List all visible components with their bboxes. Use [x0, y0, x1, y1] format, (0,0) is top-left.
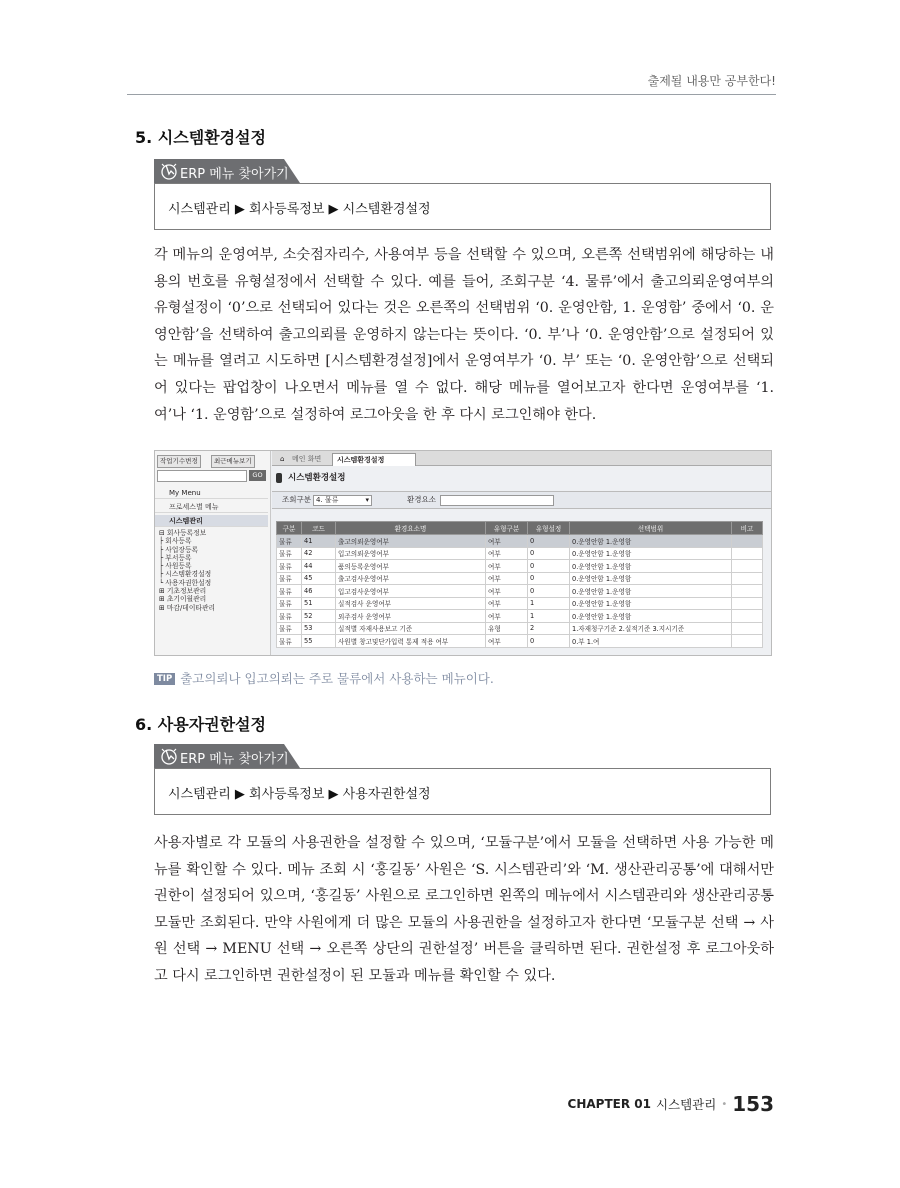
table-cell: 실적별 자재사용보고 기준 — [336, 622, 486, 635]
footer-chapter-title: 시스템관리 — [655, 1097, 717, 1112]
footer-dot: • — [721, 1098, 728, 1110]
finger-click-icon — [160, 162, 178, 180]
table-cell: 여부 — [486, 535, 528, 548]
home-icon[interactable]: ⌂ — [280, 455, 285, 463]
table-cell — [732, 572, 763, 585]
tree-item[interactable]: ⊞ 마감/데이타관리 — [159, 603, 216, 612]
table-cell: 여부 — [486, 585, 528, 598]
table-cell: 0 — [528, 560, 570, 573]
menu-path: 시스템관리 ▶ 회사등록정보 ▶ 사용자권한설정 — [168, 787, 431, 802]
table-cell: 외주검사 운영여부 — [336, 610, 486, 623]
table-cell: 여부 — [486, 635, 528, 648]
table-cell: 0.운영안함 1.운영함 — [570, 585, 732, 598]
form-title: 시스템환경설정 — [272, 469, 771, 487]
table-cell: 1.자재청구기준 2.실적기준 3.지시기준 — [570, 622, 732, 635]
section-5-erp-tab — [154, 159, 299, 183]
table-cell: 0.운영안함 1.운영함 — [570, 572, 732, 585]
section-5-menu-path-box — [154, 183, 771, 230]
table-cell: 0.운영안함 1.운영함 — [570, 597, 732, 610]
tree-item[interactable]: ├ 시스템환경설정 — [159, 570, 212, 579]
env-table — [276, 521, 763, 648]
table-cell: 53 — [302, 622, 336, 635]
menu-search-input[interactable] — [157, 470, 247, 482]
table-cell: 55 — [302, 635, 336, 648]
table-cell — [732, 635, 763, 648]
table-cell: 여부 — [486, 597, 528, 610]
tree-item[interactable]: ├ 회사등록 — [159, 537, 192, 546]
tree-item[interactable]: ⊞ 기초정보관리 — [159, 587, 207, 596]
filter-bar — [272, 491, 771, 509]
tip-badge: TIP — [154, 673, 175, 685]
tree-item[interactable]: ⊟ 회사등록정보 — [159, 529, 207, 537]
table-row[interactable] — [277, 547, 763, 560]
erp-tab-label: ERP 메뉴 찾아가기 — [180, 752, 289, 767]
header-rule — [127, 94, 776, 95]
tree-item[interactable]: ├ 사원등록 — [159, 562, 192, 571]
table-cell: 입고검사운영여부 — [336, 585, 486, 598]
env-label: 환경요소 — [407, 495, 436, 504]
section-6-erp-tab — [154, 744, 299, 768]
tab-main-screen[interactable]: 메인 화면 — [292, 455, 322, 463]
table-cell: 물류 — [277, 547, 302, 560]
window-tabs — [272, 451, 771, 466]
tip-note — [154, 669, 494, 687]
left-menu-panel — [155, 451, 271, 656]
tree-item[interactable]: ├ 부서등록 — [159, 553, 192, 562]
table-cell: 출고검사운영여부 — [336, 572, 486, 585]
table-row[interactable] — [277, 597, 763, 610]
erp-tab-label: ERP 메뉴 찾아가기 — [180, 167, 289, 182]
table-cell: 42 — [302, 547, 336, 560]
column-header[interactable]: 유형구분 — [486, 522, 528, 535]
table-row[interactable] — [277, 635, 763, 648]
table-cell: 물류 — [277, 560, 302, 573]
table-cell: 물류 — [277, 572, 302, 585]
table-cell: 1 — [528, 610, 570, 623]
table-row[interactable] — [277, 560, 763, 573]
page-footer — [568, 1092, 774, 1116]
running-header: 출제될 내용만 공부한다! — [647, 74, 776, 88]
column-header[interactable]: 비고 — [732, 522, 763, 535]
table-cell: 여부 — [486, 547, 528, 560]
table-cell — [732, 610, 763, 623]
table-cell: 1 — [528, 597, 570, 610]
menu-tree — [159, 529, 215, 612]
footer-chapter: CHAPTER 01 — [567, 1097, 651, 1111]
menu-path: 시스템관리 ▶ 회사등록정보 ▶ 시스템환경설정 — [168, 202, 431, 217]
table-cell — [732, 560, 763, 573]
tab-system-env[interactable]: 시스템환경설정 — [332, 453, 416, 466]
table-cell: 사원별 창고및단가입력 통제 적용 여부 — [336, 635, 486, 648]
table-cell: 0.운영안함 1.운영함 — [570, 560, 732, 573]
table-row[interactable] — [277, 585, 763, 598]
table-cell: 0.부 1.여 — [570, 635, 732, 648]
column-header[interactable]: 환경요소명 — [336, 522, 486, 535]
menu-process[interactable]: 프로세스별 메뉴 — [155, 501, 268, 513]
table-cell: 물류 — [277, 635, 302, 648]
table-cell: 물류 — [277, 622, 302, 635]
table-cell: 0.운영안함 1.운영함 — [570, 547, 732, 560]
table-cell: 물류 — [277, 585, 302, 598]
table-cell: 0 — [528, 547, 570, 560]
table-cell: 0 — [528, 572, 570, 585]
table-cell: 유형 — [486, 622, 528, 635]
table-cell: 물류 — [277, 535, 302, 548]
filter-label: 조회구분 — [282, 495, 311, 504]
table-cell: 44 — [302, 560, 336, 573]
tree-item[interactable]: ⊞ 초기이월관리 — [159, 595, 207, 604]
column-header[interactable]: 유형설정 — [528, 522, 570, 535]
table-cell: 품의등록운영여부 — [336, 560, 486, 573]
tip-text: 출고의뢰나 입고의뢰는 주로 물류에서 사용하는 메뉴이다. — [180, 671, 494, 686]
filter-select[interactable]: 4. 물류 ▾ — [313, 495, 372, 506]
table-cell: 여부 — [486, 572, 528, 585]
change-period-button[interactable]: 작업기수변경 — [157, 455, 201, 468]
column-header[interactable]: 구분 — [277, 522, 302, 535]
section-5-title: 5. 시스템환경설정 — [135, 128, 266, 147]
table-cell: 0 — [528, 635, 570, 648]
table-row[interactable] — [277, 610, 763, 623]
table-cell — [732, 597, 763, 610]
table-cell: 여부 — [486, 610, 528, 623]
table-cell: 46 — [302, 585, 336, 598]
column-header[interactable]: 코드 — [302, 522, 336, 535]
section-6-menu-path-box — [154, 768, 771, 815]
table-cell: 51 — [302, 597, 336, 610]
table-cell: 실적검사 운영여부 — [336, 597, 486, 610]
recent-menu-button[interactable]: 최근메뉴보기 — [211, 455, 255, 468]
table-cell — [732, 547, 763, 560]
go-button[interactable]: GO — [249, 470, 266, 481]
table-cell: 41 — [302, 535, 336, 548]
table-row[interactable] — [277, 622, 763, 635]
section-6-body: 사용자별로 각 모듈의 사용권한을 설정할 수 있으며, ‘모듈구분’에서 모듈을 선택하면 사용 가능한 메뉴를 확인할 수 있다. 메뉴 조회 시 ‘홍길동’ 사원은 ‘S. 시스템관리’와 ‘M. 생산관리공통’에 대해서만 권한이 설정되어 있으며, ‘홍길동’ 사원으로 로그인하면 왼쪽의 메뉴에서 시스템관리와 생산관리공통 모듈만 조회된다. 만약 사원에게 더 많은 모듈의 사용권한을 설정하고자 한다면 ‘모듈구분 선택 → 사원 선택 → MENU 선택 → 오른쪽 상단의 권한설정’ 버튼을 클릭하면 된다. 권한설정 후 로그아웃하고 다시 로그인하면 권한설정이 된 모듈과 메뉴를 확인할 수 있다. — [154, 835, 774, 984]
table-row[interactable] — [277, 572, 763, 585]
menu-my-menu[interactable]: My Menu — [155, 487, 268, 499]
section-6-title: 6. 사용자권한설정 — [135, 715, 266, 734]
table-cell: 52 — [302, 610, 336, 623]
table-cell: 출고의뢰운영여부 — [336, 535, 486, 548]
table-cell: 0.운영안함 1.운영함 — [570, 535, 732, 548]
table-cell: 0.운영안함 1.운영함 — [570, 610, 732, 623]
chevron-down-icon: ▾ — [365, 496, 369, 504]
section-5-body: 각 메뉴의 운영여부, 소숫점자리수, 사용여부 등을 선택할 수 있으며, 오른쪽 선택범위에 해당하는 내용의 번호를 유형설정에서 선택할 수 있다. 예를 들어, 조회구분 ‘4. 물류’에서 출고의뢰운영여부의 유형설정이 ‘0’으로 선택되어 있다는 것은 오른쪽의 선택범위 ‘0. 운영안함, 1. 운영함’ 중에서 ‘0. 운영안함’을 선택하여 출고의뢰를 운영하지 않는다는 뜻이다. ‘0. 부’나 ‘0. 운영안함’으로 설정되어 있는 메뉴를 열려고 시도하면 [시스템환경설정]에서 운영여부가 ‘0. 부’ 또는 ‘0. 운영안함’으로 선택되어 있다는 팝업창이 나오면서 메뉴를 열 수 없다. 해당 메뉴를 열어보고자 한다면 운영여부를 ‘1. 여’나 ‘1. 운영함’으로 설정하여 로그아웃을 한 후 다시 로그인해야 한다. — [154, 247, 774, 423]
table-cell: 0 — [528, 585, 570, 598]
table-cell: 입고의뢰운영여부 — [336, 547, 486, 560]
table-cell: 45 — [302, 572, 336, 585]
finger-click-icon — [160, 747, 178, 765]
table-cell: 물류 — [277, 597, 302, 610]
table-cell: 물류 — [277, 610, 302, 623]
tree-item[interactable]: ├ 사업장등록 — [159, 545, 199, 554]
column-header[interactable]: 선택범위 — [570, 522, 732, 535]
table-cell: 0 — [528, 535, 570, 548]
menu-system-admin[interactable]: 시스템관리 — [155, 515, 268, 527]
table-cell — [732, 535, 763, 548]
table-cell — [732, 585, 763, 598]
env-input[interactable] — [440, 495, 554, 506]
page-number: 153 — [732, 1092, 774, 1116]
table-cell — [732, 622, 763, 635]
erp-screenshot — [154, 450, 772, 656]
tree-item[interactable]: └ 사용자권한설정 — [159, 578, 212, 587]
table-cell: 여부 — [486, 560, 528, 573]
table-row[interactable] — [277, 535, 763, 548]
table-cell: 2 — [528, 622, 570, 635]
